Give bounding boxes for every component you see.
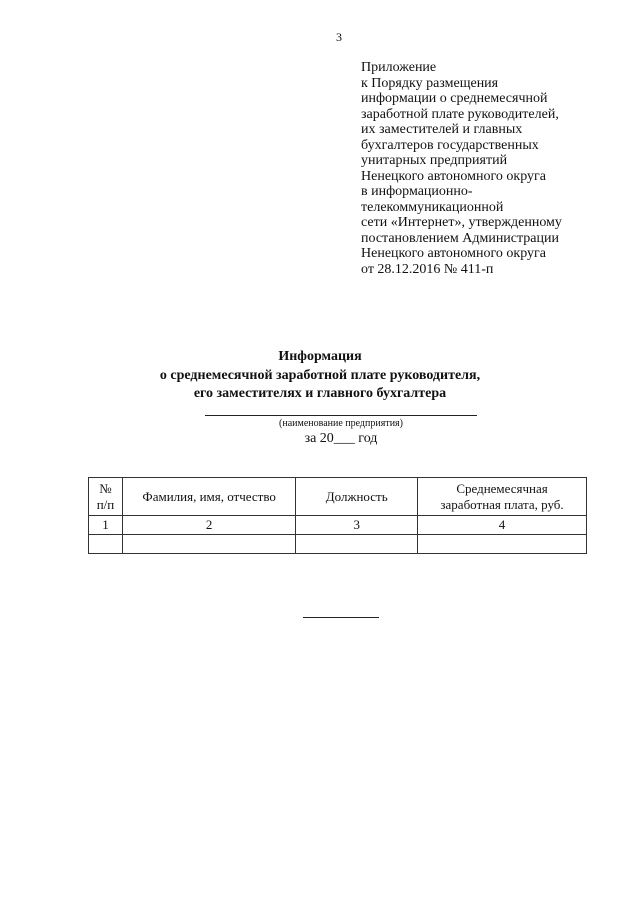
table-cell xyxy=(122,535,295,554)
appendix-line: в информационно- xyxy=(361,184,473,199)
title-line: его заместителях и главного бухгалтера xyxy=(193,386,447,401)
header-number: № п/п xyxy=(89,478,123,516)
appendix-block xyxy=(361,60,562,277)
column-number: 2 xyxy=(122,516,295,535)
appendix-line: бухгалтеров государственных xyxy=(361,137,539,153)
column-number: 3 xyxy=(296,516,418,535)
title-line: Информация xyxy=(278,349,362,364)
appendix-line: от 28.12.2016 № 411-п xyxy=(361,261,494,277)
header-salary: Среднемесячная заработная плата, руб. xyxy=(418,478,587,516)
appendix-line: Приложение xyxy=(361,60,437,75)
year-line: за 20___ год xyxy=(304,431,378,446)
table-cell xyxy=(418,535,587,554)
table-cell xyxy=(296,535,418,554)
end-divider xyxy=(303,617,379,618)
header-position: Должность xyxy=(296,478,418,516)
document-title xyxy=(0,348,640,404)
enterprise-name-line xyxy=(205,415,477,416)
appendix-line: Ненецкого автономного округа xyxy=(361,246,546,261)
page-number: 3 xyxy=(336,30,342,44)
table-header-row xyxy=(89,478,587,516)
title-line: о среднемесячной заработной плате руководителя, xyxy=(159,367,481,383)
appendix-line: информации о среднемесячной xyxy=(361,91,548,106)
appendix-line: сети «Интернет», утвержденному xyxy=(361,215,562,230)
enterprise-caption: (наименование предприятия) xyxy=(279,418,403,429)
appendix-line: постановлением Администрации xyxy=(361,230,559,246)
appendix-line: заработной плате руководителей, xyxy=(361,106,559,122)
appendix-line: к Порядку размещения xyxy=(361,75,499,91)
appendix-line: телекоммуникационной xyxy=(361,199,504,215)
header-name: Фамилия, имя, отчество xyxy=(122,478,295,516)
table-row xyxy=(89,535,587,554)
salary-table xyxy=(88,477,587,554)
column-number: 1 xyxy=(89,516,123,535)
appendix-line: унитарных предприятий xyxy=(361,153,508,168)
appendix-line: Ненецкого автономного округа xyxy=(361,168,546,184)
appendix-line: их заместителей и главных xyxy=(361,122,523,137)
column-number: 4 xyxy=(418,516,587,535)
table-cell xyxy=(89,535,123,554)
column-number-row xyxy=(89,516,587,535)
